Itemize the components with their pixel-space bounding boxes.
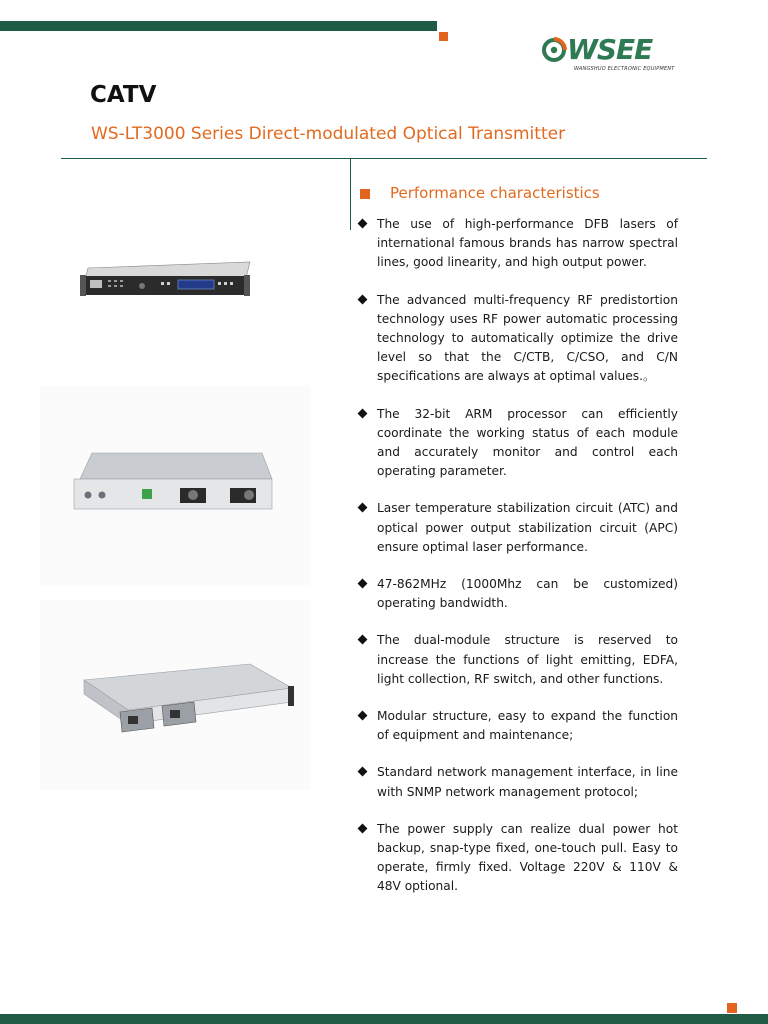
- feature-text: The use of high-performance DFB lasers of international famous brands has narrow spectral lines, good linearity, and high output power.: [377, 217, 678, 270]
- logo-tagline: WANGSHUO ELECTRONIC EQUIPMENT: [574, 66, 675, 72]
- bottom-accent-square: [727, 1003, 737, 1013]
- feature-text: Modular structure, easy to expand the function of equipment and maintenance;: [377, 709, 678, 743]
- diamond-bullet-icon: [358, 711, 368, 721]
- rear-panel-photo: [40, 385, 310, 585]
- feature-list: [358, 215, 678, 897]
- feature-text: The advanced multi-frequency RF predistortion technology uses RF power automatic processing technology to automatically optimize the drive level so that the C/CTB, C/CSO, and C/N specifications are always at optimal values.。: [377, 292, 678, 384]
- feature-text: Laser temperature stabilization circuit (ATC) and optical power output stabilization circuit (APC) ensure optimal laser performance.: [377, 501, 678, 554]
- front-panel-photo: [70, 230, 310, 330]
- diamond-bullet-icon: [358, 503, 368, 513]
- category-heading: CATV: [90, 82, 157, 108]
- bottom-accent-bar: [0, 1014, 768, 1024]
- top-accent-bar: [0, 21, 437, 31]
- logo-mark-icon: [540, 35, 568, 63]
- diamond-bullet-icon: [358, 823, 368, 833]
- feature-item: [358, 707, 678, 745]
- feature-text: The 32-bit ARM processor can efficiently coordinate the working status of each module and accurately monitor and control each operating parameter.: [377, 406, 678, 479]
- feature-item: [358, 631, 678, 689]
- diamond-bullet-icon: [358, 294, 368, 304]
- feature-text: The dual-module structure is reserved to increase the functions of light emitting, EDFA, light collection, RF switch, and other functions.: [377, 633, 678, 686]
- diamond-bullet-icon: [358, 219, 368, 229]
- header-divider: [61, 158, 707, 159]
- diamond-bullet-icon: [358, 767, 368, 777]
- perspective-photo: [40, 600, 310, 790]
- feature-text: The power supply can realize dual power hot backup, snap-type fixed, one-touch pull. Easy to operate, firmly fixed. Voltage 220V & 110V & 48V optional.: [377, 821, 678, 894]
- section-marker: [360, 189, 370, 199]
- top-accent-square: [439, 32, 448, 41]
- diamond-bullet-icon: [358, 579, 368, 589]
- feature-text: Standard network management interface, in line with SNMP network management protocol;: [377, 765, 678, 799]
- feature-item: [358, 575, 678, 613]
- feature-text: 47-862MHz (1000Mhz can be customized) operating bandwidth.: [377, 577, 678, 611]
- section-title: Performance characteristics: [390, 184, 600, 202]
- feature-item: [358, 405, 678, 482]
- feature-item: [358, 291, 678, 387]
- product-title: WS-LT3000 Series Direct-modulated Optical Transmitter: [91, 124, 566, 144]
- company-logo: [540, 33, 675, 75]
- diamond-bullet-icon: [358, 408, 368, 418]
- feature-item: [358, 215, 678, 273]
- feature-item: [358, 499, 678, 557]
- column-divider: [350, 158, 351, 230]
- feature-item: [358, 763, 678, 801]
- diamond-bullet-icon: [358, 635, 368, 645]
- feature-item: [358, 820, 678, 897]
- logo-wordmark: WSEE: [567, 33, 653, 66]
